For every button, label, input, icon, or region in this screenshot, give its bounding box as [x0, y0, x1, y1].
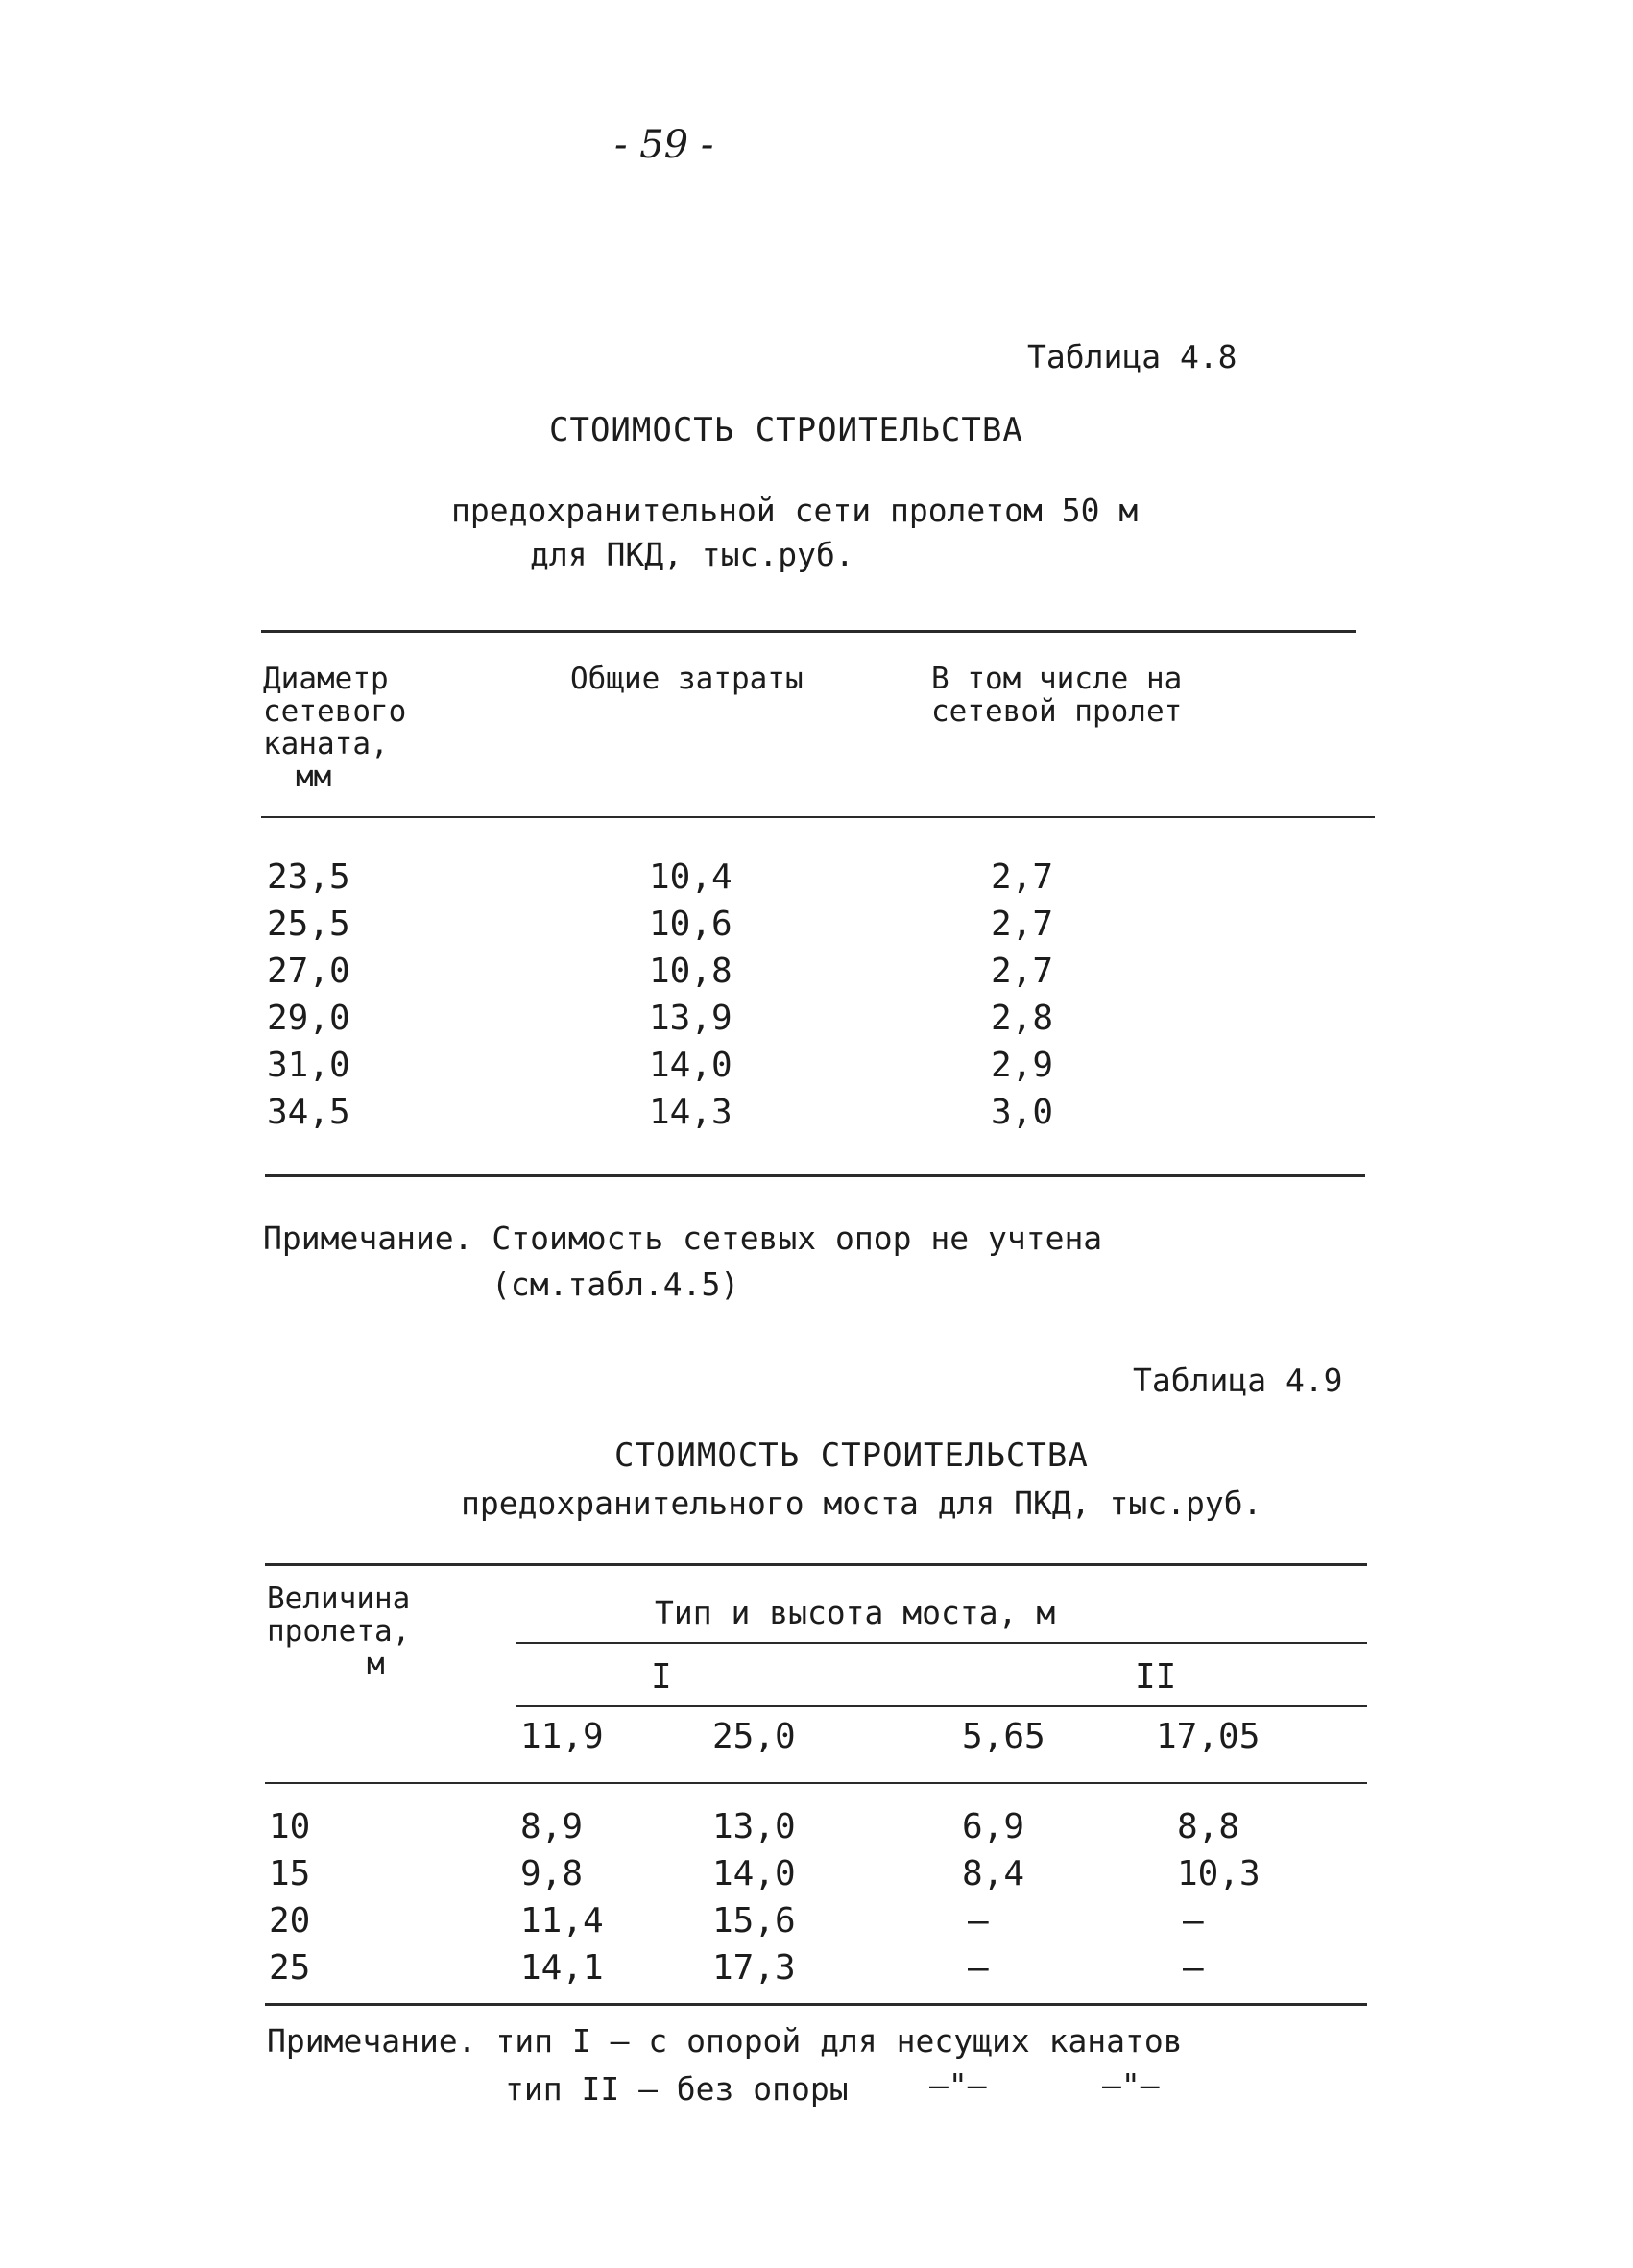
height-header: 25,0: [712, 1717, 796, 1756]
type-1-header: I: [651, 1657, 672, 1697]
cell-diameter: 34,5: [267, 1093, 350, 1132]
cell-value: 14,1: [520, 1948, 604, 1988]
cell-span: 25: [269, 1948, 311, 1988]
height-header: 17,05: [1156, 1717, 1261, 1756]
cell-value: 8,9: [520, 1807, 584, 1846]
cell-span: 2,9: [991, 1046, 1054, 1085]
cell-value: 6,9: [962, 1807, 1025, 1846]
cell-value: –: [1183, 1901, 1204, 1941]
column-header-total-costs: Общие затраты: [570, 662, 804, 696]
table-title: СТОИМОСТЬ СТРОИТЕЛЬСТВА: [549, 411, 1023, 449]
column-header-diameter: Диаметр сетевого каната, мм: [263, 662, 407, 794]
cell-diameter: 27,0: [267, 952, 350, 991]
header-rule: [261, 816, 1375, 818]
cell-span: 2,7: [991, 952, 1054, 991]
table-note: Примечание. тип I – с опорой для несущих канатов: [267, 2022, 1183, 2060]
table-subtitle: предохранительного моста для ПКД, тыс.руб.: [461, 1484, 1262, 1522]
table-note-type-2: тип II – без опоры: [505, 2070, 849, 2108]
cell-span: 10: [269, 1807, 311, 1846]
ditto-mark: –"–: [1102, 2066, 1160, 2104]
group-header-rule: [516, 1642, 1367, 1644]
cell-value: 17,3: [712, 1948, 796, 1988]
cell-value: 11,4: [520, 1901, 604, 1941]
cell-total: 13,9: [649, 999, 732, 1038]
table-note-reference: (см.табл.4.5): [492, 1266, 740, 1303]
cell-value: 8,4: [962, 1854, 1025, 1894]
cell-value: 14,0: [712, 1854, 796, 1894]
cell-value: 13,0: [712, 1807, 796, 1846]
cell-diameter: 29,0: [267, 999, 350, 1038]
cell-value: –: [968, 1901, 989, 1941]
cell-diameter: 23,5: [267, 857, 350, 897]
page-number: - 59 -: [614, 123, 714, 167]
column-group-header: Тип и высота моста, м: [655, 1594, 1056, 1631]
cell-value: –: [968, 1948, 989, 1988]
ditto-mark: –"–: [929, 2066, 987, 2104]
cell-span: 2,7: [991, 905, 1054, 944]
table-top-rule: [265, 1563, 1367, 1566]
cell-span: 20: [269, 1901, 311, 1941]
cell-total: 14,3: [649, 1093, 732, 1132]
height-header: 11,9: [520, 1717, 604, 1756]
table-title: СТОИМОСТЬ СТРОИТЕЛЬСТВА: [614, 1436, 1089, 1475]
cell-diameter: 31,0: [267, 1046, 350, 1085]
cell-total: 10,6: [649, 905, 732, 944]
table-top-rule: [261, 630, 1356, 633]
cell-value: 10,3: [1177, 1854, 1261, 1894]
table-label: Таблица 4.9: [1133, 1362, 1343, 1399]
header-rule: [265, 1782, 1367, 1784]
cell-total: 14,0: [649, 1046, 732, 1085]
table-subtitle: для ПКД, тыс.руб.: [530, 536, 854, 573]
cell-span: 15: [269, 1854, 311, 1894]
cell-total: 10,8: [649, 952, 732, 991]
cell-total: 10,4: [649, 857, 732, 897]
cell-span: 2,8: [991, 999, 1054, 1038]
cell-value: –: [1183, 1948, 1204, 1988]
height-header: 5,65: [962, 1717, 1045, 1756]
column-header-span-costs: В том числе на сетевой пролет: [931, 662, 1183, 729]
column-header-span: Величина пролета, м: [267, 1581, 411, 1681]
cell-span: 3,0: [991, 1093, 1054, 1132]
cell-value: 15,6: [712, 1901, 796, 1941]
table-bottom-rule: [265, 1174, 1365, 1177]
table-subtitle: предохранительной сети пролетом 50 м: [451, 492, 1139, 529]
cell-diameter: 25,5: [267, 905, 350, 944]
type-header-rule: [516, 1705, 1367, 1707]
table-note: Примечание. Стоимость сетевых опор не учтена: [263, 1219, 1103, 1257]
type-2-header: II: [1135, 1657, 1177, 1697]
table-label: Таблица 4.8: [1027, 338, 1237, 375]
cell-span: 2,7: [991, 857, 1054, 897]
table-bottom-rule: [265, 2003, 1367, 2006]
cell-value: 9,8: [520, 1854, 584, 1894]
cell-value: 8,8: [1177, 1807, 1240, 1846]
